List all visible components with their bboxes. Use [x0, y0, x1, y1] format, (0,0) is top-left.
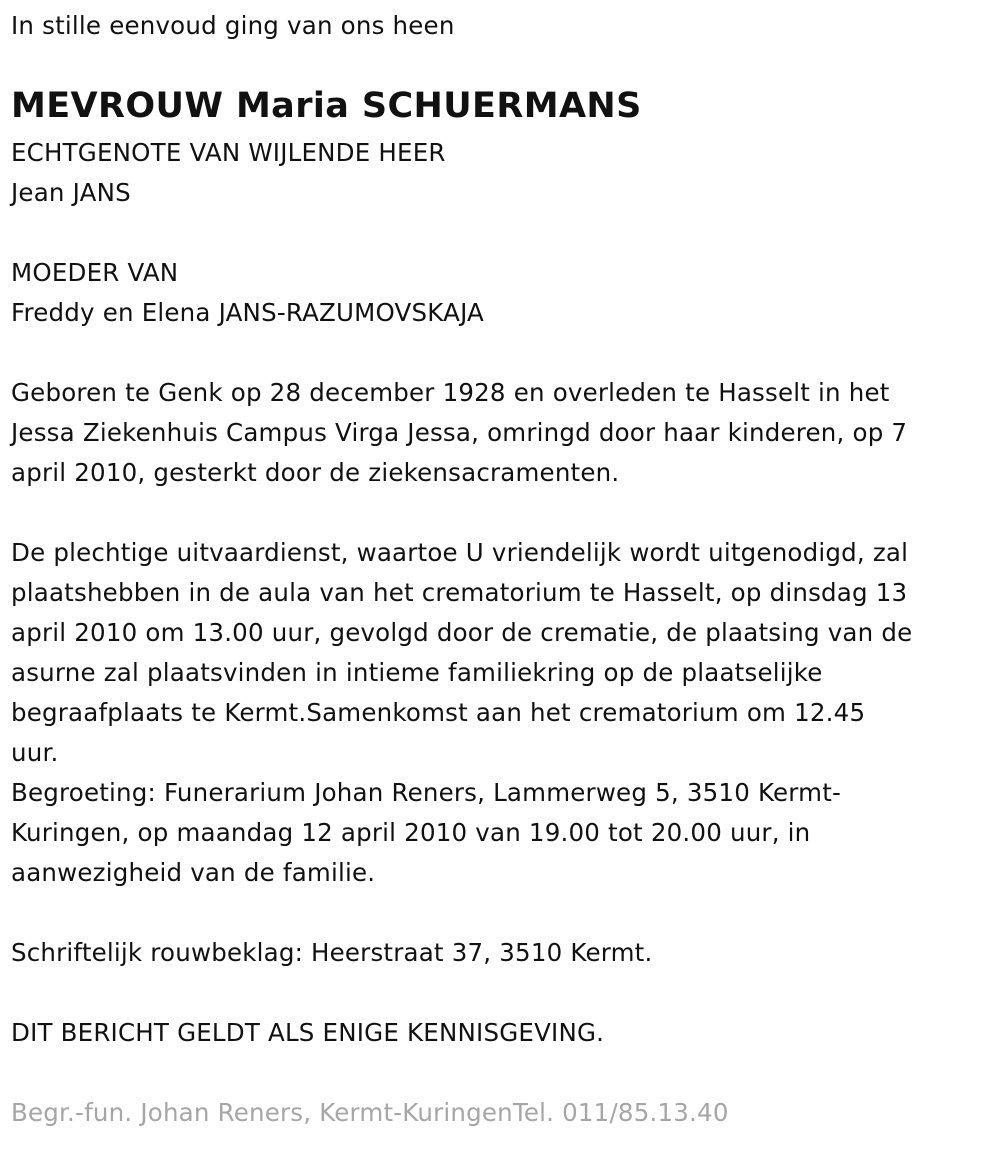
paragraph-line: asurne zal plaatsvinden in intieme familiekring op de plaatselijke: [11, 658, 823, 687]
children-names: Freddy en Elena JANS-RAZUMOVSKAJA: [11, 298, 485, 327]
deceased-name: MEVROUW Maria SCHUERMANS: [11, 86, 642, 126]
paragraph-line: april 2010 om 13.00 uur, gevolgd door de crematie, de plaatsing van de: [11, 618, 913, 647]
paragraph-line: Jessa Ziekenhuis Campus Virga Jessa, omringd door haar kinderen, op 7: [11, 418, 908, 447]
paragraph-line: april 2010, gesterkt door de ziekensacramenten.: [11, 458, 620, 487]
paragraph-line: aanwezigheid van de familie.: [11, 858, 376, 887]
birth-death-paragraph: [11, 373, 970, 493]
paragraph-line: Kuringen, op maandag 12 april 2010 van 19.00 tot 20.00 uur, in: [11, 818, 811, 847]
paragraph-line: begraafplaats te Kermt.Samenkomst aan het crematorium om 12.45: [11, 698, 866, 727]
condolence-text: Schriftelijk rouwbeklag: Heerstraat 37, 3510 Kermt.: [11, 938, 653, 967]
paragraph-line: uur.: [11, 738, 59, 767]
footer-section: [11, 1093, 970, 1133]
children-title: MOEDER VAN: [11, 258, 179, 287]
spouse-name: Jean JANS: [11, 178, 131, 207]
funeral-paragraph: [11, 533, 970, 773]
notice-section: [11, 1013, 970, 1053]
children-section: [11, 253, 970, 333]
notice-text: DIT BERICHT GELDT ALS ENIGE KENNISGEVING.: [11, 1018, 605, 1047]
footer-text: Begr.-fun. Johan Reners, Kermt-KuringenTel. 011/85.13.40: [11, 1098, 729, 1127]
spouse-section: [11, 133, 970, 213]
condolence-address: [11, 933, 970, 973]
intro-text: In stille eenvoud ging van ons heen: [11, 11, 455, 40]
paragraph-line: Begroeting: Funerarium Johan Reners, Lammerweg 5, 3510 Kermt-: [11, 778, 842, 807]
paragraph-line: plaatshebben in de aula van het crematorium te Hasselt, op dinsdag 13: [11, 578, 908, 607]
paragraph-line: Geboren te Genk op 28 december 1928 en overleden te Hasselt in het: [11, 378, 890, 407]
greeting-paragraph: [11, 773, 970, 893]
spouse-title: ECHTGENOTE VAN WIJLENDE HEER: [11, 138, 446, 167]
paragraph-line: De plechtige uitvaardienst, waartoe U vriendelijk wordt uitgenodigd, zal: [11, 538, 909, 567]
